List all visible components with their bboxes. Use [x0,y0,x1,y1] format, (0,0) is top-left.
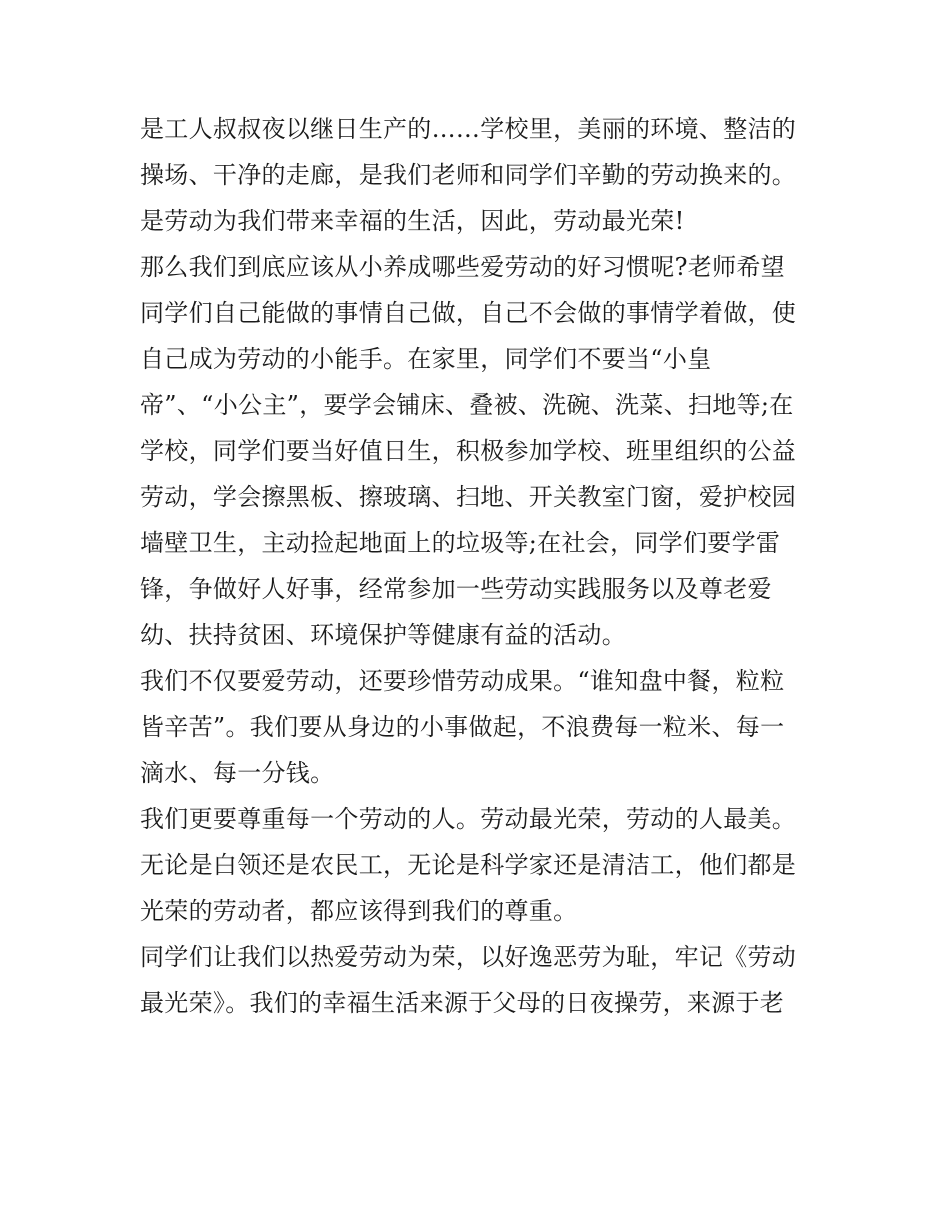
text-line: 劳动，学会擦黑板、擦玻璃、扫地、开关教室门窗，爱护校园 [140,483,797,511]
text-line: 同学们自己能做的事情自己做，自己不会做的事情学着做，使 [140,299,797,327]
body-text [140,106,820,1026]
text-line: 最光荣》。我们的幸福生活来源于父母的日夜操劳，来源于老 [140,989,785,1017]
text-line: 幼、扶持贫困、环境保护等健康有益的活动。 [140,621,626,649]
text-line: 锋，争做好人好事，经常参加一些劳动实践服务以及尊老爱 [140,575,772,603]
text-line: 我们更要尊重每一个劳动的人。劳动最光荣，劳动的人最美。 [140,805,797,833]
text-line: 我们不仅要爱劳动，还要珍惜劳动成果。“谁知盘中餐，粒粒 [140,667,785,695]
text-line: 学校，同学们要当好值日生，积极参加学校、班里组织的公益 [140,437,797,465]
text-line: 操场、干净的走廊，是我们老师和同学们辛勤的劳动换来的。 [140,161,797,189]
text-line: 帝”、“小公主”，要学会铺床、叠被、洗碗、洗菜、扫地等;在 [140,391,794,419]
text-line: 墙壁卫生，主动捡起地面上的垃圾等;在社会，同学们要学雷 [140,529,781,557]
text-line: 皆辛苦”。我们要从身边的小事做起，不浪费每一粒米、每一 [140,713,785,741]
text-line: 那么我们到底应该从小养成哪些爱劳动的好习惯呢?老师希望 [140,253,785,281]
text-line: 是工人叔叔夜以继日生产的……学校里，美丽的环境、整洁的 [140,115,797,143]
text-line: 是劳动为我们带来幸福的生活，因此，劳动最光荣! [140,207,685,235]
text-line: 同学们让我们以热爱劳动为荣，以好逸恶劳为耻，牢记《劳动 [140,943,797,971]
text-line: 滴水、每一分钱。 [140,759,335,787]
text-line: 光荣的劳动者，都应该得到我们的尊重。 [140,897,578,925]
text-line: 自己成为劳动的小能手。在家里，同学们不要当“小皇 [140,345,712,373]
text-line: 无论是白领还是农民工，无论是科学家还是清洁工，他们都是 [140,851,797,879]
